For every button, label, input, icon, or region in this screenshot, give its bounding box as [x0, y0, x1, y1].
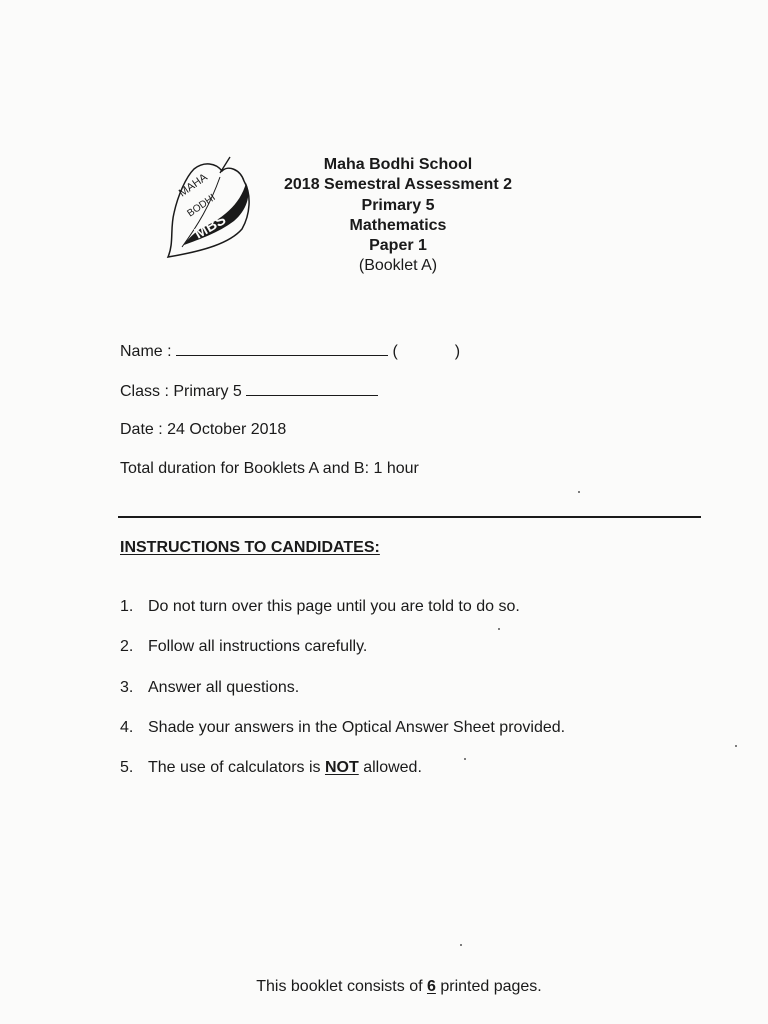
instruction-number: 5.	[120, 759, 134, 776]
school-leaf-crest-icon	[160, 155, 260, 263]
school-name: Maha Bodhi School	[323, 156, 473, 173]
exam-header	[270, 155, 526, 277]
date-field: Date : 24 October 2018	[120, 421, 287, 438]
svg-text:MBS: MBS	[191, 211, 229, 243]
scan-speck	[735, 745, 737, 747]
name-blank[interactable]	[176, 340, 388, 356]
class-blank[interactable]	[246, 380, 378, 396]
instruction-text: Shade your answers in the Optical Answer Sheet provided.	[148, 719, 566, 736]
scan-speck	[464, 758, 466, 760]
level: Primary 5	[361, 196, 435, 214]
instruction-number: 4.	[120, 719, 134, 736]
instruction-text: Follow all instructions carefully.	[148, 638, 368, 655]
instruction-text: Answer all questions.	[148, 679, 300, 696]
instruction-item	[120, 718, 565, 738]
page-count: 6	[426, 978, 436, 995]
paper: Paper 1	[369, 237, 427, 255]
instruction-text-after: allowed.	[358, 759, 422, 776]
instruction-item	[120, 758, 422, 778]
instruction-emphasis: NOT	[324, 759, 359, 776]
booklet: (Booklet A)	[358, 257, 438, 275]
divider-rule	[118, 516, 701, 518]
instruction-number: 1.	[120, 598, 134, 615]
instruction-number: 2.	[120, 638, 134, 655]
instruction-number: 3.	[120, 679, 134, 696]
svg-text:BODHI: BODHI	[185, 192, 218, 220]
footer-text-before: This booklet consists of	[256, 978, 427, 995]
instruction-item	[120, 678, 299, 698]
register-paren-close: )	[454, 343, 461, 360]
scan-speck	[460, 944, 462, 946]
name-label: Name :	[120, 343, 172, 360]
instruction-text-before: The use of calculators is	[148, 759, 325, 776]
name-field	[120, 340, 460, 362]
exam-title: 2018 Semestral Assessment 2	[284, 176, 512, 194]
svg-text:MAHA: MAHA	[176, 171, 210, 200]
scan-speck	[498, 628, 500, 630]
register-paren-open: (	[392, 343, 398, 360]
page-count-note	[0, 978, 768, 996]
scan-speck	[578, 491, 580, 493]
class-label: Class : Primary 5	[120, 383, 242, 400]
duration-field: Total duration for Booklets A and B: 1 hour	[120, 460, 419, 477]
instruction-text: Do not turn over this page until you are told to do so.	[148, 598, 520, 615]
instruction-item	[120, 637, 367, 657]
footer-text-after: printed pages.	[435, 978, 542, 995]
instructions-title: INSTRUCTIONS TO CANDIDATES:	[120, 539, 380, 556]
instruction-item	[120, 597, 520, 617]
class-field	[120, 380, 378, 402]
subject: Mathematics	[349, 216, 447, 234]
